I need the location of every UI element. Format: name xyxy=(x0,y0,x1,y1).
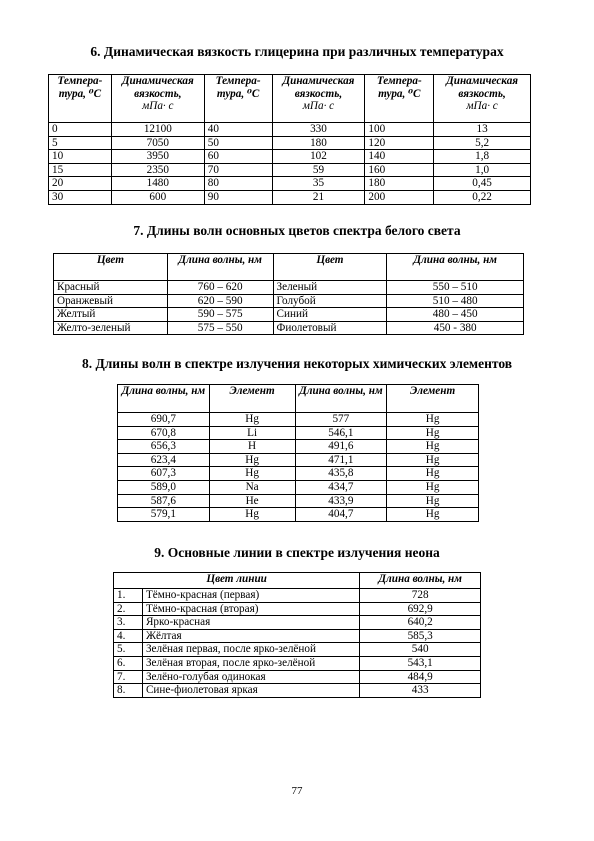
table-cell: Голубой xyxy=(273,294,387,308)
table-cell: 585,3 xyxy=(360,629,481,643)
table-header-cell: Цвет xyxy=(54,254,168,281)
table-cell: 5,2 xyxy=(434,136,531,150)
table-cell: Hg xyxy=(209,467,295,481)
table-cell: 600 xyxy=(111,190,204,204)
table-row xyxy=(118,480,479,494)
table-cell: 180 xyxy=(272,136,365,150)
table-cell: Тёмно-красная (вторая) xyxy=(142,602,359,616)
table-cell: He xyxy=(209,494,295,508)
table-cell: 0,22 xyxy=(434,190,531,204)
table-cell: 579,1 xyxy=(118,508,210,522)
table-cell: 435,8 xyxy=(295,467,387,481)
table-cell: 140 xyxy=(365,150,434,164)
table-cell: 640,2 xyxy=(360,616,481,630)
table-cell: 10 xyxy=(49,150,112,164)
table-cell: Зелёная первая, после ярко-зелёной xyxy=(142,643,359,657)
table-row xyxy=(118,494,479,508)
table-cell: Зелёная вторая, после ярко-зелёной xyxy=(142,656,359,670)
table-cell: 1480 xyxy=(111,177,204,191)
header-label: Динамическая вязкость, xyxy=(282,75,355,100)
table-cell: Li xyxy=(209,426,295,440)
neon-lines-table xyxy=(113,572,481,698)
table-header-cell xyxy=(111,75,204,123)
table-cell: 59 xyxy=(272,163,365,177)
viscosity-table xyxy=(48,74,531,205)
table-cell: 12100 xyxy=(111,123,204,137)
table-cell: Зелёно-голубая одинокая xyxy=(142,670,359,684)
emission-lines-table xyxy=(117,384,479,522)
section7-title: 7. Длины волн основных цветов спектра белого света xyxy=(133,223,461,238)
header-label: Динамическая вязкость, xyxy=(446,75,519,100)
table-cell: 670,8 xyxy=(118,426,210,440)
table-row xyxy=(49,150,531,164)
table-row xyxy=(118,440,479,454)
table-cell: 180 xyxy=(365,177,434,191)
table-cell: 3950 xyxy=(111,150,204,164)
table-cell: 543,1 xyxy=(360,656,481,670)
table-row xyxy=(114,616,481,630)
table-cell: Синий xyxy=(273,308,387,322)
header-label: Темпера-тура, ⁰С xyxy=(57,75,103,100)
table-cell: 30 xyxy=(49,190,112,204)
table-cell: Hg xyxy=(387,453,479,467)
table-row xyxy=(114,656,481,670)
table-header-cell: Длина волны, нм xyxy=(295,385,387,413)
table-cell: 510 – 480 xyxy=(387,294,524,308)
section9-title: 9. Основные линии в спектре излучения неона xyxy=(154,545,440,560)
table-cell: 433,9 xyxy=(295,494,387,508)
table-cell: 60 xyxy=(204,150,272,164)
table-cell: 21 xyxy=(272,190,365,204)
table-row xyxy=(49,136,531,150)
table-cell: 623,4 xyxy=(118,453,210,467)
table-cell: 1. xyxy=(114,589,143,603)
table-row xyxy=(114,629,481,643)
table-cell: 587,6 xyxy=(118,494,210,508)
table-cell: 15 xyxy=(49,163,112,177)
table-cell: 728 xyxy=(360,589,481,603)
section8-title: 8. Длины волн в спектре излучения некоторых химических элементов xyxy=(81,356,513,371)
table-cell: Желто-зеленый xyxy=(54,321,168,335)
table-cell: 7. xyxy=(114,670,143,684)
table-cell: 471,1 xyxy=(295,453,387,467)
table-cell: 491,6 xyxy=(295,440,387,454)
page-number: 77 xyxy=(291,785,303,797)
table-cell: 577 xyxy=(295,413,387,427)
table-row xyxy=(54,321,524,335)
table-cell: 8. xyxy=(114,684,143,698)
table-cell: 690,7 xyxy=(118,413,210,427)
table-cell: 550 – 510 xyxy=(387,281,524,295)
table-cell: 484,9 xyxy=(360,670,481,684)
header-unit: мПа· с xyxy=(302,100,335,113)
table-row xyxy=(118,453,479,467)
table-row xyxy=(118,426,479,440)
table-cell: 2350 xyxy=(111,163,204,177)
table-cell: 546,1 xyxy=(295,426,387,440)
table-cell: Тёмно-красная (первая) xyxy=(142,589,359,603)
table-cell: Hg xyxy=(387,480,479,494)
header-label: Динамическая вязкость, xyxy=(121,75,194,100)
table-cell: 656,3 xyxy=(118,440,210,454)
table-cell: 692,9 xyxy=(360,602,481,616)
table-cell: Hg xyxy=(387,467,479,481)
table-row xyxy=(114,643,481,657)
table-cell: Hg xyxy=(387,508,479,522)
table-row xyxy=(54,281,524,295)
table-cell: 1,0 xyxy=(434,163,531,177)
table-header-cell xyxy=(49,75,112,123)
table-row xyxy=(118,467,479,481)
table-cell: 80 xyxy=(204,177,272,191)
table-cell: Hg xyxy=(387,426,479,440)
table-cell: 100 xyxy=(365,123,434,137)
table-cell: 575 – 550 xyxy=(167,321,273,335)
table-cell: 620 – 590 xyxy=(167,294,273,308)
header-label: Темпера-тура, ⁰С xyxy=(215,75,261,100)
table-cell: 2. xyxy=(114,602,143,616)
table-row xyxy=(118,413,479,427)
table-cell: 200 xyxy=(365,190,434,204)
table-row xyxy=(54,308,524,322)
section6-title: 6. Динамическая вязкость глицерина при различных температурах xyxy=(90,44,504,59)
table-row xyxy=(49,177,531,191)
table-cell: Hg xyxy=(209,508,295,522)
table-header-cell xyxy=(365,75,434,123)
table-cell: 7050 xyxy=(111,136,204,150)
table-header-cell: Длина волны, нм xyxy=(387,254,524,281)
table-cell: 90 xyxy=(204,190,272,204)
table-header-cell: Цвет xyxy=(273,254,387,281)
table-header-cell: Цвет линии xyxy=(114,573,360,589)
table-cell: 35 xyxy=(272,177,365,191)
header-label: Темпера-тура, ⁰С xyxy=(376,75,422,100)
table-cell: 102 xyxy=(272,150,365,164)
table-cell: 589,0 xyxy=(118,480,210,494)
table-row xyxy=(49,190,531,204)
table-cell: Ярко-красная xyxy=(142,616,359,630)
table-cell: 0 xyxy=(49,123,112,137)
table-cell: Жёлтая xyxy=(142,629,359,643)
table-cell: 5. xyxy=(114,643,143,657)
table-cell: 607,3 xyxy=(118,467,210,481)
table-header-cell xyxy=(204,75,272,123)
table-cell: 70 xyxy=(204,163,272,177)
table-row xyxy=(49,163,531,177)
table-header-cell: Длина волны, нм xyxy=(118,385,210,413)
table-cell: 50 xyxy=(204,136,272,150)
table-row xyxy=(114,589,481,603)
table-cell: Оранжевый xyxy=(54,294,168,308)
header-unit: мПа· с xyxy=(142,100,174,113)
table-cell: 450 - 380 xyxy=(387,321,524,335)
table-cell: Hg xyxy=(387,440,479,454)
table-cell: Зеленый xyxy=(273,281,387,295)
header-unit: мПа· с xyxy=(466,100,498,113)
table-cell: Сине-фиолетовая яркая xyxy=(142,684,359,698)
table-header-cell xyxy=(434,75,531,123)
table-cell: Hg xyxy=(387,494,479,508)
table-row xyxy=(114,684,481,698)
table-cell: 760 – 620 xyxy=(167,281,273,295)
table-header-cell: Длина волны, нм xyxy=(360,573,481,589)
table-cell: Красный xyxy=(54,281,168,295)
table-header-cell xyxy=(272,75,365,123)
table-cell: 540 xyxy=(360,643,481,657)
table-cell: 40 xyxy=(204,123,272,137)
table-cell: Желтый xyxy=(54,308,168,322)
table-cell: Hg xyxy=(209,453,295,467)
table-cell: 434,7 xyxy=(295,480,387,494)
table-cell: 480 – 450 xyxy=(387,308,524,322)
table-row xyxy=(49,123,531,137)
table-cell: Фиолетовый xyxy=(273,321,387,335)
table-cell: 0,45 xyxy=(434,177,531,191)
table-cell: 4. xyxy=(114,629,143,643)
table-header-cell: Элемент xyxy=(209,385,295,413)
table-cell: Hg xyxy=(209,413,295,427)
table-cell: Na xyxy=(209,480,295,494)
table-cell: 3. xyxy=(114,616,143,630)
table-cell: 5 xyxy=(49,136,112,150)
table-cell: 330 xyxy=(272,123,365,137)
table-header-cell: Элемент xyxy=(387,385,479,413)
table-cell: 20 xyxy=(49,177,112,191)
table-cell: 120 xyxy=(365,136,434,150)
table-row xyxy=(118,508,479,522)
table-cell: 160 xyxy=(365,163,434,177)
table-cell: 433 xyxy=(360,684,481,698)
table-cell: 590 – 575 xyxy=(167,308,273,322)
table-row xyxy=(114,670,481,684)
table-cell: 404,7 xyxy=(295,508,387,522)
table-cell: 13 xyxy=(434,123,531,137)
table-cell: Hg xyxy=(387,413,479,427)
table-cell: 6. xyxy=(114,656,143,670)
table-header-cell: Длина волны, нм xyxy=(167,254,273,281)
white-light-table xyxy=(53,253,524,335)
table-row xyxy=(114,602,481,616)
table-cell: 1,8 xyxy=(434,150,531,164)
table-row xyxy=(54,294,524,308)
table-cell: H xyxy=(209,440,295,454)
